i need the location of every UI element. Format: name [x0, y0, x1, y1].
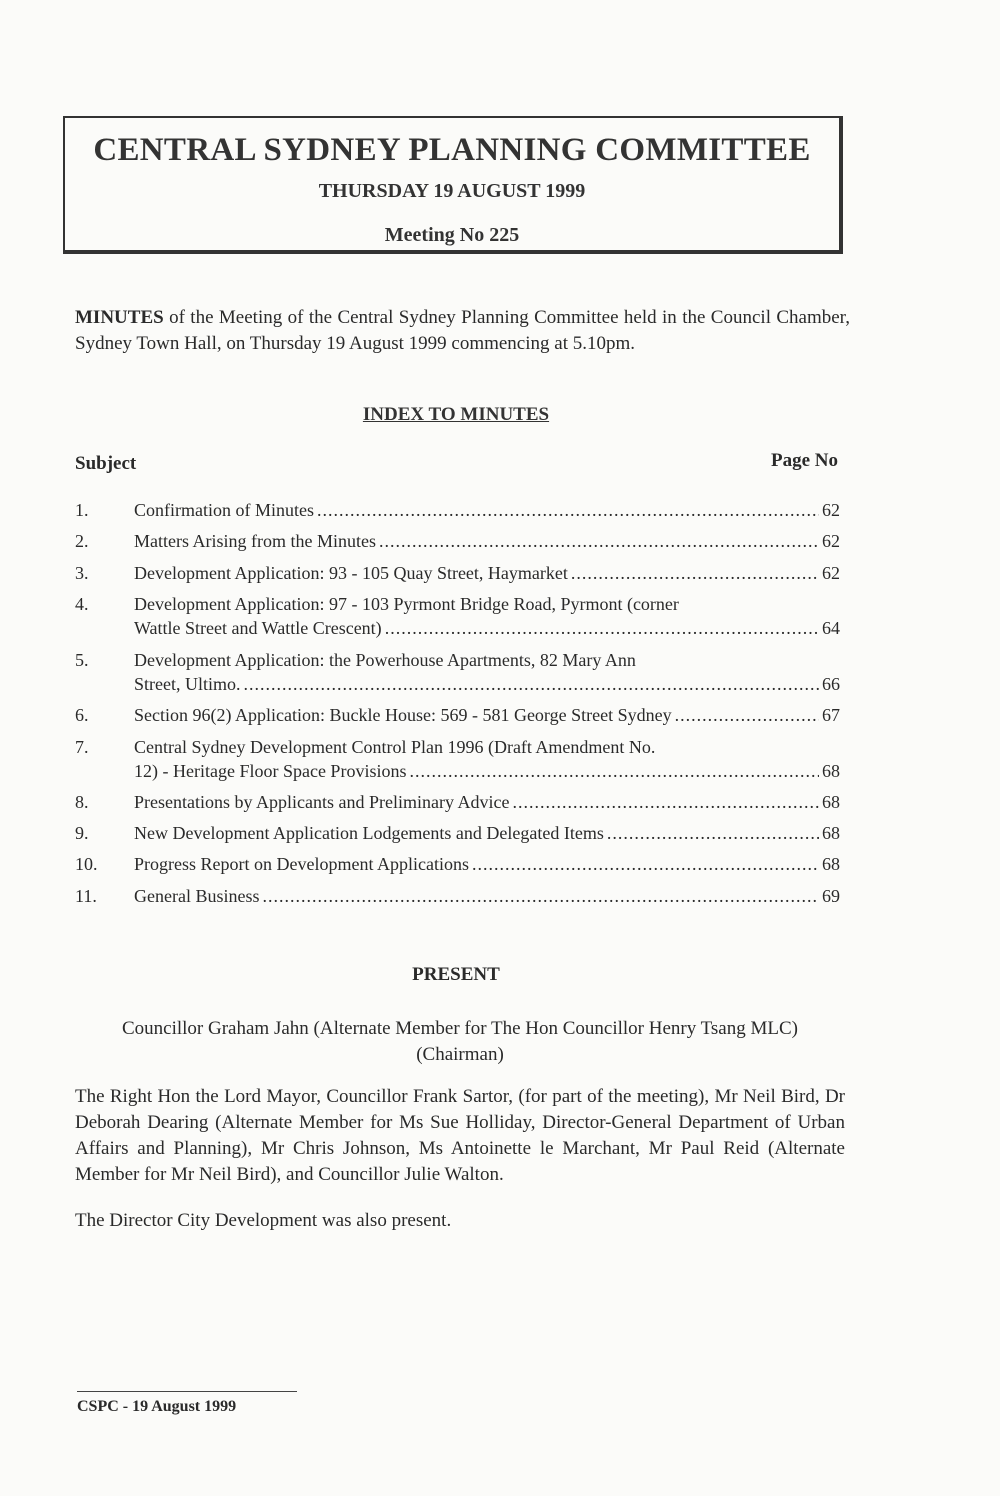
toc-leader [472, 852, 819, 876]
chairman-role: (Chairman) [416, 1044, 504, 1065]
toc-title-line1: Development Application: 97 - 103 Pyrmont Bridge Road, Pyrmont (corner [134, 594, 679, 614]
toc-item [75, 529, 840, 553]
meeting-date: THURSDAY 19 AUGUST 1999 [318, 180, 586, 202]
toc-number: 5. [75, 650, 89, 670]
toc-item [75, 561, 840, 585]
toc-leader [244, 672, 820, 696]
toc-leader [262, 884, 819, 908]
toc-title: Development Application: 93 - 105 Quay Street, Haymarket [134, 563, 568, 583]
toc-leader [379, 529, 819, 553]
intro-paragraph [75, 305, 850, 357]
toc-item [75, 884, 840, 908]
toc-title: Presentations by Applicants and Preliminary Advice [134, 792, 510, 812]
toc-leader [409, 759, 819, 783]
toc-item [75, 498, 840, 522]
chairman-paragraph [75, 1016, 845, 1068]
toc-leader [385, 616, 819, 640]
column-subject: Subject [75, 453, 137, 474]
column-page-no: Page No [770, 450, 838, 471]
toc-number: 10. [75, 854, 98, 874]
toc-title-line1: Central Sydney Development Control Plan 1996 (Draft Amendment No. [134, 737, 656, 757]
toc-number: 4. [75, 594, 89, 614]
members-paragraph: The Right Hon the Lord Mayor, Councillor Frank Sartor, (for part of the meeting), Mr Neil Bird, Dr Deborah Dearing (Alternate Member for Ms Sue Holliday, Director-General Department of Urban Affairs and Planning), Mr Chris Johnson, Ms Antoinette le Marchant, Mr Paul Reid (Alternate Member for Mr Neil Bird), and Councillor Julie Walton. [75, 1086, 845, 1185]
toc-number: 1. [75, 500, 89, 520]
toc-page: 64 [822, 618, 840, 638]
toc-item [75, 703, 840, 727]
toc-number: 11. [75, 886, 97, 906]
toc-item [75, 821, 840, 845]
toc-title: Wattle Street and Wattle Crescent) [134, 618, 382, 638]
toc-title: New Development Application Lodgements and Delegated Items [134, 823, 604, 843]
footer-text: CSPC - 19 August 1999 [77, 1398, 237, 1415]
toc-page: 66 [822, 674, 840, 694]
present-heading: PRESENT [412, 964, 500, 985]
intro-lead: MINUTES [75, 307, 164, 328]
meeting-number: Meeting No 225 [384, 224, 520, 246]
toc-title: Matters Arising from the Minutes [134, 531, 376, 551]
toc-page: 62 [822, 563, 840, 583]
toc-item [75, 592, 840, 640]
toc-item [75, 648, 840, 696]
toc-title: 12) - Heritage Floor Space Provisions [134, 761, 407, 781]
toc-page: 62 [822, 500, 840, 520]
intro-text: of the Meeting of the Central Sydney Planning Committee held in the Council Chamber, Sydney Town Hall, on Thursday 19 August 1999 commencing at 5.10pm. [75, 307, 850, 354]
toc-page: 68 [822, 823, 840, 843]
toc-leader [675, 703, 819, 727]
toc-title: Section 96(2) Application: Buckle House: 569 - 581 George Street Sydney [134, 705, 672, 725]
toc-leader [317, 498, 819, 522]
toc-number: 3. [75, 563, 89, 583]
toc-page: 68 [822, 854, 840, 874]
committee-title: CENTRAL SYDNEY PLANNING COMMITTEE [93, 132, 811, 168]
index-heading: INDEX TO MINUTES [362, 404, 550, 425]
toc-page: 69 [822, 886, 840, 906]
toc-title: Confirmation of Minutes [134, 500, 314, 520]
toc-number: 2. [75, 531, 89, 551]
toc-number: 9. [75, 823, 89, 843]
toc-leader [512, 790, 819, 814]
toc-page: 67 [822, 705, 840, 725]
toc-item [75, 735, 840, 783]
toc-title: Street, Ultimo. [134, 674, 241, 694]
toc-page: 68 [822, 792, 840, 812]
toc-title-line1: Development Application: the Powerhouse Apartments, 82 Mary Ann [134, 650, 636, 670]
chairman-line: Councillor Graham Jahn (Alternate Member for The Hon Councillor Henry Tsang MLC) [121, 1018, 798, 1039]
toc-page: 68 [822, 761, 840, 781]
toc-leader [571, 561, 819, 585]
footer-rule [77, 1391, 297, 1392]
toc-leader [607, 821, 819, 845]
toc-page: 62 [822, 531, 840, 551]
toc-number: 7. [75, 737, 89, 757]
toc-title: Progress Report on Development Applications [134, 854, 469, 874]
toc-number: 6. [75, 705, 89, 725]
toc-item [75, 790, 840, 814]
toc-number: 8. [75, 792, 89, 812]
director-paragraph: The Director City Development was also present. [75, 1210, 452, 1231]
toc-item [75, 852, 840, 876]
toc-title: General Business [134, 886, 260, 906]
header-box [63, 116, 843, 254]
